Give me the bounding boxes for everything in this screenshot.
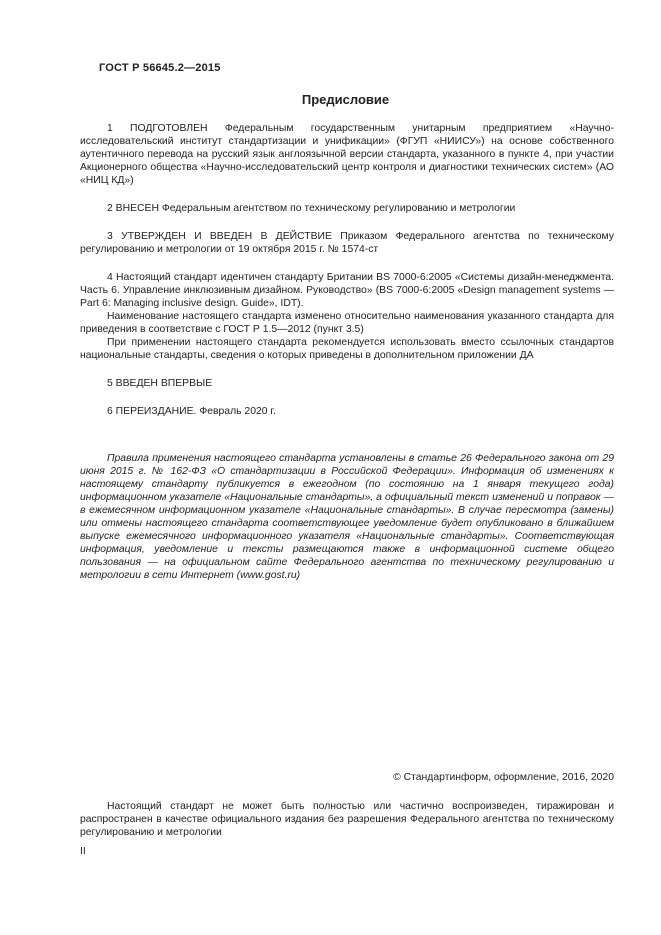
notice-text: Правила применения настоящего стандарта установлены в статье 26 Федерального закона от 29 июня 2015 г. № 162-ФЗ «О стандартизации в Российской Федерации». Информация об изменениях к настоящему стандарту публикуется в ежегодном (по состоянию на 1 января текущего года) информационном указателе «Национальные стандарты», а официальный текст изменений и поправок — в ежемесячном информационном указателе «Национальные стандарты». В случае пересмотра (замены) или отмены настоящего стандарта соответствующее уведомление будет опубликовано в ближайшем выпуске ежемесячного информационного указателя «Национальные стандарты». Соответствующая информация, уведомление и тексты размещаются также в информационной системе общего пользования — на официальном сайте Федерального агентства по техническому регулированию и метрологии в сети Интернет (www.gost.ru) (80, 453, 614, 581)
document-id-header: ГОСТ Р 56645.2—2015 (99, 62, 221, 74)
page-title: Предисловие (301, 92, 390, 107)
section-2: 2 ВНЕСЕН Федеральным агентством по техническому регулированию и метрологии (107, 203, 516, 214)
section-4-note-title-change: Наименование настоящего стандарта изменено относительно наименования указанного стандарта для приведения в соответствие с ГОСТ Р 1.5—2012 (пункт 3.5) (80, 311, 614, 335)
standard-usage-notice (80, 452, 614, 582)
reproduction-notice (80, 800, 614, 839)
section-4-note-references: При применении настоящего стандарта рекомендуется использовать вместо ссылочных стандартов национальные стандарты, сведения о которых приведены в дополнительном приложении ДА (80, 337, 614, 361)
foreword-body (80, 122, 614, 418)
page-number: II (80, 846, 86, 857)
reproduction-text: Настоящий стандарт не может быть полностью или частично воспроизведен, тиражирован и распространен в качестве официального издания без разрешения Федерального агентства по техническому регулированию и метрологии (80, 801, 614, 838)
section-6: 6 ПЕРЕИЗДАНИЕ. Февраль 2020 г. (107, 406, 276, 417)
section-1: 1 ПОДГОТОВЛЕН Федеральным государственным унитарным предприятием «Научно-исследовательский институт стандартизации и унификации» (ФГУП «НИИСУ») на основе собственного аутентичного перевода на русский язык англоязычной версии стандарта, указанного в пункте 4, при участии Акционерного общества «Научно-исследовательский центр контроля и диагностики технических систем» (АО «НИЦ КД») (80, 123, 614, 186)
copyright-line: © Стандартинформ, оформление, 2016, 2020 (393, 772, 614, 783)
section-3: 3 УТВЕРЖДЕН И ВВЕДЕН В ДЕЙСТВИЕ Приказом Федерального агентства по техническому регулированию и метрологии от 19 октября 2015 г. № 1574-ст (80, 231, 614, 255)
section-4: 4 Настоящий стандарт идентичен стандарту Британии BS 7000-6:2005 «Системы дизайн-менеджмента. Часть 6. Управление инклюзивным дизайном. Руководство» (BS 7000-6:2005 «Design management systems — Part 6: Managing inclusive design. Guide», IDT). (80, 272, 614, 309)
section-5: 5 ВВЕДЕН ВПЕРВЫЕ (107, 378, 213, 389)
